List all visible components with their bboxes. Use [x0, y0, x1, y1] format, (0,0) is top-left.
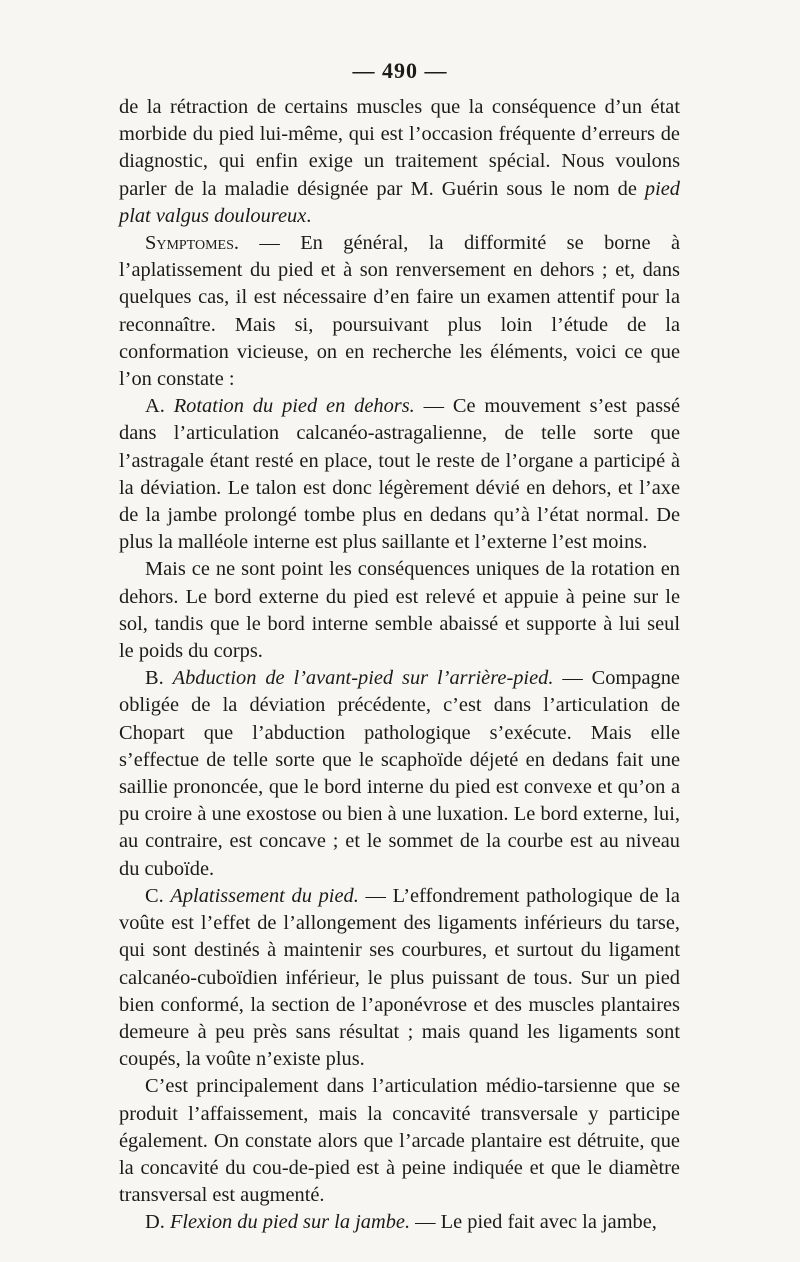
paragraph-d	[119, 1209, 680, 1236]
paragraph-text: de la rétraction de certains muscles que la conséquence d’un état morbide du pied lui-même, qui est l’occasion fréquente d’erreurs de diagnostic, qui enfin exige un traitement spécial. Nous voulons parler de la maladie désignée par M. Guérin sous le nom de	[119, 96, 680, 200]
body-text	[119, 94, 680, 1237]
paragraph-text: — Le pied fait avec la jambe,	[410, 1211, 657, 1234]
paragraph-b	[119, 665, 680, 883]
paragraph-symptomes	[119, 230, 680, 393]
item-label-d: D.	[145, 1211, 165, 1234]
page-number: — 490 —	[352, 58, 448, 83]
item-title-b: Abduction de l’avant-pied sur l’arrière-pied.	[172, 667, 554, 690]
paragraph-text: — Ce mouvement s’est passé dans l’articulation calcanéo-astragalienne, de telle sorte que l’astragale étant resté en place, tout le reste de l’organe a participé à la déviation. Le talon est donc légèrement dévié en dehors, et l’axe de la jambe prolongé tombe plus en dedans qu’à l’état normal. De plus la malléole interne est plus saillante et l’externe l’est moins.	[119, 395, 680, 554]
paragraph-a-continued: Mais ce ne sont point les conséquences uniques de la rotation en dehors. Le bord externe du pied est relevé et appuie à peine sur le sol, tandis que le bord interne semble abaissé et supporte à lui seul le poids du corps.	[119, 558, 680, 663]
section-heading-symptomes: Symptomes.	[145, 232, 239, 255]
term-pied-plat: pied plat valgus douloureux	[119, 177, 680, 227]
item-title-c: Aplatissement du pied.	[170, 884, 359, 907]
item-label-b: B.	[145, 667, 164, 690]
paragraph-c-continued: C’est principalement dans l’articulation médio-tarsienne que se produit l’affaissement, mais la concavité transversale y participe également. On constate alors que l’arcade plantaire est détruite, que la concavité du cou-de-pied est à peine indiquée et que le diamètre transversal est augmenté.	[119, 1075, 680, 1207]
paragraph-text: — L’effondrement pathologique de la voûte est l’effet de l’allongement des ligaments inférieurs du tarse, qui sont destinés à maintenir ses courbures, et surtout du ligament calcanéo-cuboïdien inférieur, le plus puissant de tous. Sur un pied bien conformé, la section de l’aponévrose et des muscles plantaires demeure à peu près sans résultat ; mais quand les ligaments sont coupés, la voûte n’existe plus.	[119, 884, 680, 1071]
paragraph-c	[119, 883, 680, 1073]
item-title-a: Rotation du pied en dehors.	[173, 395, 415, 418]
paragraph-a	[119, 393, 680, 556]
paragraph-intro	[119, 94, 680, 230]
paragraph-end: .	[306, 204, 312, 227]
item-title-d: Flexion du pied sur la jambe.	[169, 1211, 411, 1234]
paragraph-text: — Compagne obligée de la déviation précédente, c’est dans l’articulation de Chopart que l’abduction pathologique s’exécute. Mais elle s’effectue de telle sorte que le scaphoïde déjeté en dedans fait une saillie prononcée, que le bord interne du pied est convexe et qu’on a pu croire à une exostose ou bien à une luxation. Le bord externe, lui, au contraire, est concave ; et le sommet de la courbe est au niveau du cuboïde.	[119, 667, 680, 880]
item-label-a: A.	[145, 395, 165, 418]
item-label-c: C.	[145, 884, 164, 907]
paragraph-text: — En général, la difformité se borne à l’aplatissement du pied et à son renversement en dehors ; et, dans quelques cas, il est nécessaire d’en faire un examen attentif pour la reconnaître. Mais si, poursuivant plus loin l’étude de la conformation vicieuse, on en recherche les éléments, voici ce que l’on constate :	[119, 232, 680, 391]
